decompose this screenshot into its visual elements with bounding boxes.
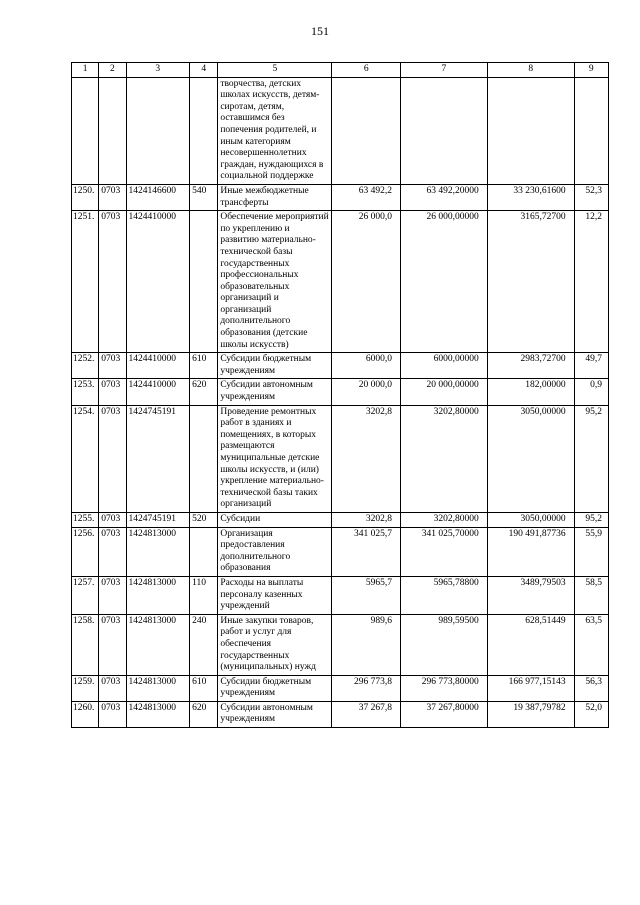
approved-amount-cell: 3202,8: [332, 512, 401, 527]
section-code-cell: 0703: [99, 184, 126, 210]
column-header: 2: [99, 63, 126, 78]
table-row: [72, 211, 609, 353]
execution-percent-cell: 52,0: [574, 701, 608, 727]
executed-amount-cell: 2983,72700: [487, 353, 574, 379]
description-cell: Иные межбюджетные трансферты: [218, 184, 332, 210]
executed-amount-cell: 166 977,15143: [487, 675, 574, 701]
target-code-cell: 1424410000: [126, 379, 190, 405]
execution-percent-cell: 12,2: [574, 211, 608, 353]
target-code-cell: 1424745191: [126, 512, 190, 527]
section-code-cell: 0703: [99, 405, 126, 512]
execution-percent-cell: 95,2: [574, 405, 608, 512]
section-code-cell: 0703: [99, 353, 126, 379]
executed-amount-cell: 33 230,61600: [487, 184, 574, 210]
refined-amount-cell: 3202,80000: [401, 405, 488, 512]
row-number-cell: 1251.: [72, 211, 99, 353]
table-row: [72, 405, 609, 512]
row-number-cell: 1256.: [72, 527, 99, 576]
expense-type-cell: 620: [190, 701, 218, 727]
refined-amount-cell: 20 000,00000: [401, 379, 488, 405]
row-number-cell: 1260.: [72, 701, 99, 727]
approved-amount-cell: 26 000,0: [332, 211, 401, 353]
refined-amount-cell: 6000,00000: [401, 353, 488, 379]
approved-amount-cell: 6000,0: [332, 353, 401, 379]
refined-amount-cell: [401, 77, 488, 184]
executed-amount-cell: 628,51449: [487, 614, 574, 675]
execution-percent-cell: 55,9: [574, 527, 608, 576]
header-row: [72, 63, 609, 78]
target-code-cell: 1424745191: [126, 405, 190, 512]
section-code-cell: 0703: [99, 614, 126, 675]
description-cell: Иные закупки товаров, работ и услуг для обеспечения государственных (муниципальных) нужд: [218, 614, 332, 675]
executed-amount-cell: 3050,00000: [487, 512, 574, 527]
table-row: [72, 675, 609, 701]
execution-percent-cell: 63,5: [574, 614, 608, 675]
description-cell: творчества, детских школах искусств, детям-сиротам, детям, оставшимся без попечения родителей, и иным категориям несовершеннолетних граждан, нуждающихся в социальной поддержке: [218, 77, 332, 184]
page-number: 151: [311, 24, 329, 38]
refined-amount-cell: 296 773,80000: [401, 675, 488, 701]
section-code-cell: [99, 77, 126, 184]
table-row: [72, 527, 609, 576]
expense-type-cell: 520: [190, 512, 218, 527]
column-header: 8: [487, 63, 574, 78]
description-cell: Субсидии бюджетным учреждениям: [218, 675, 332, 701]
table-row: [72, 353, 609, 379]
refined-amount-cell: 26 000,00000: [401, 211, 488, 353]
execution-percent-cell: 49,7: [574, 353, 608, 379]
table-row: [72, 576, 609, 614]
column-header: 7: [401, 63, 488, 78]
section-code-cell: 0703: [99, 379, 126, 405]
target-code-cell: 1424410000: [126, 211, 190, 353]
refined-amount-cell: 3202,80000: [401, 512, 488, 527]
expense-type-cell: [190, 405, 218, 512]
executed-amount-cell: 182,00000: [487, 379, 574, 405]
executed-amount-cell: [487, 77, 574, 184]
description-cell: Субсидии автономным учреждениям: [218, 701, 332, 727]
row-number-cell: 1250.: [72, 184, 99, 210]
executed-amount-cell: 19 387,79782: [487, 701, 574, 727]
execution-percent-cell: [574, 77, 608, 184]
description-cell: Субсидии автономным учреждениям: [218, 379, 332, 405]
expense-type-cell: 610: [190, 675, 218, 701]
expense-type-cell: 610: [190, 353, 218, 379]
target-code-cell: 1424146600: [126, 184, 190, 210]
section-code-cell: 0703: [99, 576, 126, 614]
approved-amount-cell: 989,6: [332, 614, 401, 675]
target-code-cell: 1424813000: [126, 527, 190, 576]
expense-type-cell: [190, 211, 218, 353]
description-cell: Субсидии: [218, 512, 332, 527]
expense-type-cell: 540: [190, 184, 218, 210]
execution-percent-cell: 0,9: [574, 379, 608, 405]
row-number-cell: 1259.: [72, 675, 99, 701]
section-code-cell: 0703: [99, 675, 126, 701]
column-header: 6: [332, 63, 401, 78]
executed-amount-cell: 190 491,87736: [487, 527, 574, 576]
table-row: [72, 77, 609, 184]
column-header: 4: [190, 63, 218, 78]
section-code-cell: 0703: [99, 512, 126, 527]
target-code-cell: 1424813000: [126, 675, 190, 701]
table-row: [72, 614, 609, 675]
expense-type-cell: [190, 77, 218, 184]
target-code-cell: 1424813000: [126, 614, 190, 675]
refined-amount-cell: 37 267,80000: [401, 701, 488, 727]
refined-amount-cell: 341 025,70000: [401, 527, 488, 576]
row-number-cell: 1252.: [72, 353, 99, 379]
row-number-cell: [72, 77, 99, 184]
executed-amount-cell: 3050,00000: [487, 405, 574, 512]
column-header: 9: [574, 63, 608, 78]
refined-amount-cell: 989,59500: [401, 614, 488, 675]
row-number-cell: 1255.: [72, 512, 99, 527]
refined-amount-cell: 63 492,20000: [401, 184, 488, 210]
table-row: [72, 701, 609, 727]
column-header: 3: [126, 63, 190, 78]
approved-amount-cell: [332, 77, 401, 184]
row-number-cell: 1254.: [72, 405, 99, 512]
description-cell: Организация предоставления дополнительного образования: [218, 527, 332, 576]
description-cell: Субсидии бюджетным учреждениям: [218, 353, 332, 379]
refined-amount-cell: 5965,78800: [401, 576, 488, 614]
expense-type-cell: 620: [190, 379, 218, 405]
approved-amount-cell: 341 025,7: [332, 527, 401, 576]
expense-type-cell: 110: [190, 576, 218, 614]
target-code-cell: 1424813000: [126, 576, 190, 614]
column-header: 1: [72, 63, 99, 78]
executed-amount-cell: 3165,72700: [487, 211, 574, 353]
table-row: [72, 184, 609, 210]
target-code-cell: [126, 77, 190, 184]
row-number-cell: 1253.: [72, 379, 99, 405]
description-cell: Расходы на выплаты персоналу казенных учреждений: [218, 576, 332, 614]
target-code-cell: 1424410000: [126, 353, 190, 379]
section-code-cell: 0703: [99, 701, 126, 727]
approved-amount-cell: 296 773,8: [332, 675, 401, 701]
budget-table: [71, 62, 609, 728]
description-cell: Проведение ремонтных работ в зданиях и помещениях, в которых размещаются муниципальные детские школы искусств, и (или) укрепление материально-технической базы таких организаций: [218, 405, 332, 512]
row-number-cell: 1258.: [72, 614, 99, 675]
table-body: [72, 77, 609, 727]
column-header: 5: [218, 63, 332, 78]
target-code-cell: 1424813000: [126, 701, 190, 727]
expense-type-cell: [190, 527, 218, 576]
approved-amount-cell: 5965,7: [332, 576, 401, 614]
execution-percent-cell: 58,5: [574, 576, 608, 614]
table-row: [72, 379, 609, 405]
approved-amount-cell: 3202,8: [332, 405, 401, 512]
execution-percent-cell: 56,3: [574, 675, 608, 701]
section-code-cell: 0703: [99, 527, 126, 576]
expense-type-cell: 240: [190, 614, 218, 675]
approved-amount-cell: 37 267,8: [332, 701, 401, 727]
description-cell: Обеспечение мероприятий по укреплению и развитию материально-технической базы государственных профессиональных образовательных организаций и организаций дополнительного образования (детские школы искусств): [218, 211, 332, 353]
approved-amount-cell: 20 000,0: [332, 379, 401, 405]
execution-percent-cell: 95,2: [574, 512, 608, 527]
executed-amount-cell: 3489,79503: [487, 576, 574, 614]
section-code-cell: 0703: [99, 211, 126, 353]
approved-amount-cell: 63 492,2: [332, 184, 401, 210]
row-number-cell: 1257.: [72, 576, 99, 614]
execution-percent-cell: 52,3: [574, 184, 608, 210]
table-row: [72, 512, 609, 527]
